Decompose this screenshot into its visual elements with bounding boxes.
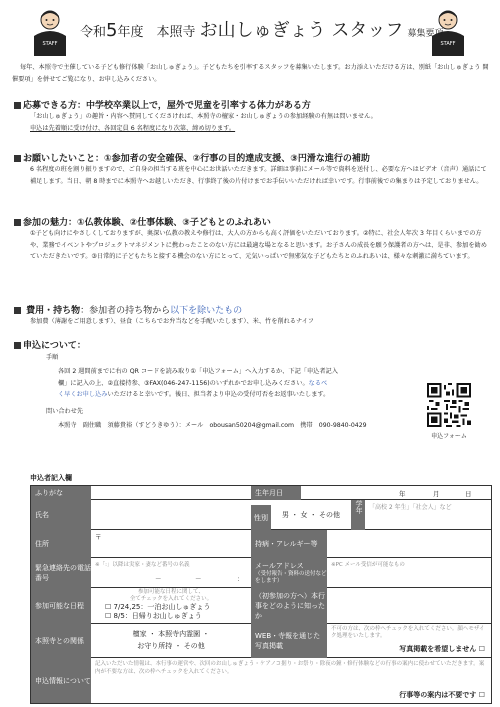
medical-label: 持病・アレルギー等 bbox=[251, 530, 327, 558]
requests-text: 6 名程度の班を割り振りますので、ご自身の担当する班を中心にお世話いただきます。詳細は事前にメール等で資料を送付し、必要な方へはビデオ（音声）通話にて補足します。当日、朝 8 時までに本照寺へお越しいただき、行事終了後の片付けまでお手伝いいただければ幸いです。行事前後での集まりは予定しておりません。 bbox=[30, 166, 487, 185]
emergency-label: 緊急連絡先の電話番号 bbox=[31, 558, 91, 588]
date2-option[interactable]: ☐ 8/5：日帰りお山しゅぎょう bbox=[105, 612, 202, 620]
relation-options[interactable]: 檀家 ・ 本照寺内霊園 ・ お守り所持 ・ その他 bbox=[91, 624, 251, 658]
date1-option[interactable]: ☐ 7/24,25：一泊お山しゅぎょう bbox=[105, 603, 211, 611]
fees-text: 参加費（薄謝をご用意します）、昼食（こちらでお弁当などを手配いたします）、米、竹を削れるナイフ bbox=[30, 318, 314, 325]
emergency-field[interactable]: ※「:」以降は実家・妻など番号の名義 － － ： bbox=[91, 558, 251, 588]
eligibility-text: 「お山しゅぎょう」の趣旨・内容へ賛同してくださければ、本照寺の檀家・お山しゅぎょうの参加経験の有無は問いません。 申込は先着順に受け付け、各回定員 6 名程度になり次第、締め切ります。 bbox=[30, 113, 377, 132]
grade-label: 学年 bbox=[351, 500, 365, 530]
firsttime-field[interactable] bbox=[327, 588, 491, 624]
contact-label: 問い合わせ先 bbox=[46, 408, 84, 415]
firsttime-label: （初参加の方へ）本行事をどのように知ったか bbox=[251, 588, 327, 624]
relation-label: 本照寺との関係 bbox=[31, 624, 91, 658]
medical-field[interactable] bbox=[327, 530, 491, 558]
qr-caption: 申込フォーム bbox=[431, 433, 467, 440]
email-field[interactable]: ※PC メール受信が可能なもの bbox=[327, 558, 491, 588]
address-field[interactable]: 〒 bbox=[91, 530, 251, 558]
fees-heading: 費用・持ち物：参加者の持ち物から以下を除いたもの bbox=[14, 303, 242, 316]
photo-label: WEB・寺報を通じた写真掲載 bbox=[251, 624, 327, 658]
eligibility-heading: 応募できる方：中学校卒業以上で，屋外で児童を引率する体力がある方 bbox=[14, 98, 311, 111]
page-title: 令和5年度 本照寺 お山しゅぎょう スタッフ 募集要項 bbox=[80, 20, 444, 41]
form-title: 申込者記入欄 bbox=[30, 474, 72, 482]
birth-label: 生年月日 bbox=[251, 486, 301, 500]
furigana-label: ふりがな bbox=[31, 486, 91, 500]
date2-checkbox: ☐ bbox=[105, 612, 112, 620]
address-label: 住所 bbox=[31, 530, 91, 558]
procedure-text: 各回 2 週間前までに右の QR コードを読み取り①「申込フォーム」へ入力するか、下記「申込者記入 欄」に記入の上、②直接持参、③FAX(046-247-1156)のいずれかでお申し込みください。なるべ く早くお申し込みいただけると幸いです。後日、担当者より申込の受付可否をお返事いたします。 bbox=[58, 368, 338, 398]
apply-heading: 申込について： bbox=[14, 338, 86, 351]
photo-field: 不可の方は、次の枠へチェックを入れてください。顔へモザイク処理をいたします。 写真掲載を希望しません ☐ bbox=[327, 624, 491, 658]
photo-optout[interactable]: 写真掲載を希望しません ☐ bbox=[399, 645, 485, 653]
handling-field: 記入いただいた情報は、本行事の運営や、次回のお山しゅぎょう・ケアノコ据り・お祭り・除夜の鐘・修行体験などの行事の案内に使わせていただきます。案内が不要な方は、次の枠へチェックを入れてください。 行事等の案内は不要です ☐ bbox=[95, 661, 485, 699]
email-label: メールアドレス （受付報告・資料の送付などをします） bbox=[251, 558, 327, 588]
staff-mascot-left-icon bbox=[28, 8, 72, 58]
appeal-text: ①子ども向けにやさしくしておりますが、奥深い仏教の教えや修行は、大人の方からも高く評価をいただいております。②特に、社会人年次 3 年目くらいまでの方や、業務でイベントやプロジェクトマネジメントに携わったことのない方には最適な場となると思います。お子さんの成長を願う保護者の方へは、是非、参加を勧めていただきたいです。③日常的に子どもたちと接する機会のない方にとって、元気いっぱいで無邪気な子どもたちとのふれあいは、様々な刺激に満ちています。 bbox=[30, 230, 487, 260]
exclusion-link[interactable]: 以下を除いたもの bbox=[170, 306, 243, 316]
procedure-label: 手順 bbox=[46, 354, 59, 361]
intro-paragraph: 毎年、本照寺で主催している子ども修行体験「お山しゅぎょう」。子どもたちを引率するスタッフを募集いたします。お力添えいただける方は、別紙「お山しゅぎょう 開催要項」を併せてご覧になり、お申し込みください。 bbox=[12, 64, 489, 83]
qr-code-icon[interactable] bbox=[427, 383, 471, 427]
appeal-heading: 参加の魅力：①仏教体験、②仕事体験、③子どもとのふれあい bbox=[14, 215, 271, 228]
handling-checkbox: ☐ bbox=[478, 691, 485, 699]
birth-field[interactable]: 年 月 日 bbox=[301, 486, 491, 500]
contact-text: 本照寺 副住職 須藤貴裕（すどうきゆう）：メール obousan50204@gmail.com 携帯 090-9840-0429 bbox=[58, 422, 367, 429]
dates-field: 参加可能な日程に関して、 全てチェックを入れてください。 ☐ 7/24,25：一泊お山しゅぎょう ☐ 8/5：日帰りお山しゅぎょう bbox=[91, 588, 251, 624]
application-form bbox=[30, 485, 492, 704]
date1-checkbox: ☐ bbox=[105, 603, 112, 611]
requests-heading: お願いしたいこと：①参加者の安全確保、②行事の目的達成支援、③円滑な進行の補助 bbox=[14, 151, 370, 164]
photo-checkbox: ☐ bbox=[478, 645, 485, 653]
sex-label: 性別 bbox=[251, 505, 271, 530]
name-field[interactable] bbox=[91, 500, 251, 530]
sex-options[interactable]: 男 ・ 女 ・ その他 bbox=[271, 500, 351, 530]
furigana-field[interactable] bbox=[91, 486, 251, 500]
grade-field[interactable]: 「高校 2 年生」「社会人」など bbox=[365, 500, 491, 530]
svg-text:STAFF: STAFF bbox=[440, 41, 456, 47]
dates-label: 参加可能な日程 bbox=[31, 588, 91, 624]
handling-optout[interactable]: 行事等の案内は不要です ☐ bbox=[399, 691, 485, 699]
handling-label: 申込情報について bbox=[31, 658, 91, 703]
name-label: 氏名 bbox=[31, 500, 91, 530]
svg-text:STAFF: STAFF bbox=[42, 41, 58, 47]
